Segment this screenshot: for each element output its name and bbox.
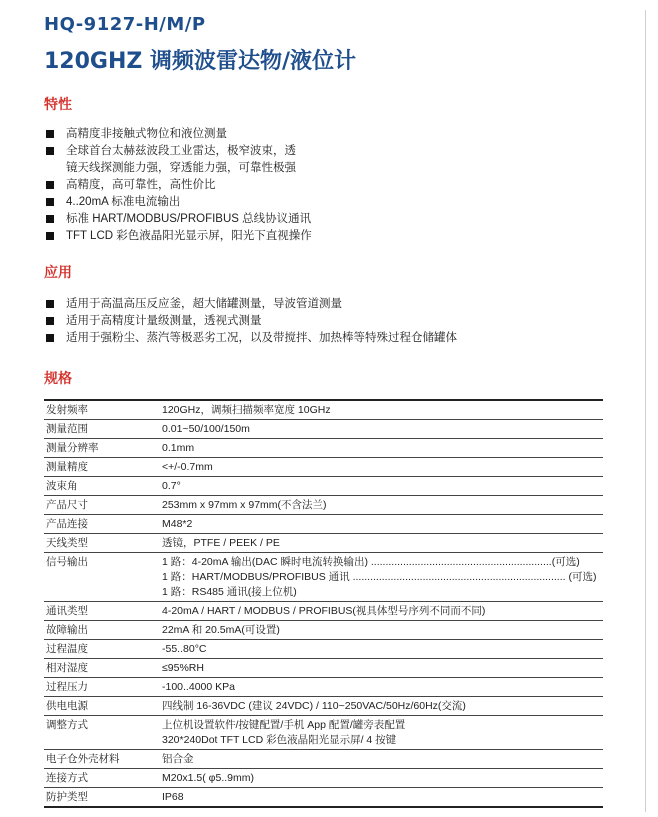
spec-value-line: 铝合金 [162,753,194,765]
spec-row [44,553,603,602]
spec-value-line: 四线制 16-36VDC (建议 24VDC) / 110~250VAC/50Hz/60Hz(交流) [162,700,466,712]
spec-value-line: 22mA 和 20.5mA(可设置) [162,624,280,636]
spec-label: 供电电源 [44,697,160,716]
spec-row [44,515,603,534]
spec-label: 防护类型 [44,788,160,808]
spec-row [44,769,603,788]
spec-label: 过程温度 [44,640,160,659]
spec-label: 相对湿度 [44,659,160,678]
spec-value-line: 1 路：HART/MODBUS/PROFIBUS 通讯 ......................................................................... (可选) [162,571,597,583]
spec-row [44,697,603,716]
bullet-item [44,143,312,177]
bullet-item [44,194,312,211]
spec-row [44,678,603,697]
spec-label: 天线类型 [44,534,160,553]
bullet-text: 镜天线探测能力强，穿透能力强，可靠性极强 [66,162,296,174]
spec-value [160,496,603,515]
spec-value-line: <+/-0.7mm [162,461,213,473]
spec-value-line: 1 路：RS485 通讯(接上位机) [162,586,297,598]
bullet-text: 高精度非接触式物位和液位测量 [66,128,227,140]
spec-value [160,697,603,716]
bullet-item [44,296,457,313]
spec-value [160,400,603,420]
spec-value [160,640,603,659]
bullet-square-icon [46,181,54,189]
applications-list [44,296,457,347]
spec-value-line: IP68 [162,791,184,803]
spec-value-line: 0.7° [162,480,181,492]
spec-row [44,534,603,553]
spec-label: 通讯类型 [44,602,160,621]
spec-value-line: 上位机设置软件/按键配置/手机 App 配置/罐旁表配置 [162,719,406,731]
spec-value-line: 0.01~50/100/150m [162,423,250,435]
bullet-square-icon [46,198,54,206]
bullet-text: 4..20mA 标准电流输出 [66,196,181,208]
spec-row [44,458,603,477]
spec-row [44,716,603,750]
bullet-item [44,313,457,330]
bullet-text: 高精度，高可靠性，高性价比 [66,179,216,191]
bullet-square-icon [46,334,54,342]
spec-value-line: ≤95%RH [162,662,204,674]
bullet-square-icon [46,130,54,138]
spec-value-line: -55..80°C [162,643,207,655]
bullet-square-icon [46,300,54,308]
bullet-square-icon [46,232,54,240]
spec-value [160,477,603,496]
model-number: HQ-9127-H/M/P [44,14,206,35]
bullet-text: TFT LCD 彩色液晶阳光显示屏，阳光下直视操作 [66,230,312,242]
spec-row [44,439,603,458]
spec-row [44,496,603,515]
spec-value [160,769,603,788]
spec-value-line: -100..4000 KPa [162,681,235,693]
spec-label: 测量分辨率 [44,439,160,458]
spec-value-line: M48*2 [162,518,193,530]
features-heading: 特性 [44,96,72,112]
spec-value [160,678,603,697]
spec-value-line: M20x1.5( φ5..9mm) [162,772,254,784]
spec-value [160,602,603,621]
bullet-item [44,126,312,143]
spec-label: 故障输出 [44,621,160,640]
spec-label: 发射频率 [44,400,160,420]
bullet-text: 适用于高温高压反应釜，超大储罐测量，导波管道测量 [66,298,342,310]
spec-value-line: 1 路：4-20mA 输出(DAC 瞬时电流转换输出) ..............................................................(可选) [162,556,580,568]
spec-value [160,659,603,678]
spec-row [44,621,603,640]
spec-value-line: 透镜，PTFE / PEEK / PE [162,537,280,549]
spec-value [160,420,603,439]
spec-row [44,602,603,621]
specs-heading: 规格 [44,370,72,386]
spec-value [160,553,603,602]
spec-value-line: 0.1mm [162,442,195,454]
applications-heading: 应用 [44,264,72,280]
spec-label: 过程压力 [44,678,160,697]
spec-label: 连接方式 [44,769,160,788]
spec-value [160,750,603,769]
spec-value [160,458,603,477]
bullet-item [44,177,312,194]
spec-value [160,621,603,640]
bullet-item [44,330,457,347]
spec-table [44,399,603,808]
spec-label: 信号输出 [44,553,160,602]
spec-row [44,420,603,439]
spec-label: 波束角 [44,477,160,496]
spec-label: 调整方式 [44,716,160,750]
spec-label: 测量范围 [44,420,160,439]
spec-label: 产品连接 [44,515,160,534]
spec-row [44,750,603,769]
bullet-text: 适用于高精度计量级测量，透视式测量 [66,315,262,327]
spec-row [44,659,603,678]
spec-value-line: 120GHz，调频扫描频率宽度 10GHz [162,404,331,416]
bullet-text: 标准 HART/MODBUS/PROFIBUS 总线协议通讯 [66,213,312,225]
bullet-square-icon [46,215,54,223]
spec-row [44,400,603,420]
spec-label: 测量精度 [44,458,160,477]
spec-value [160,716,603,750]
spec-value-line: 320*240Dot TFT LCD 彩色液晶阳光显示屏/ 4 按键 [162,734,397,746]
spec-value-line: 4-20mA / HART / MODBUS / PROFIBUS(视具体型号序列不同而不同) [162,605,486,617]
product-title: 120GHZ 调频波雷达物/液位计 [44,49,357,74]
bullet-item [44,211,312,228]
spec-value [160,788,603,808]
bullet-item [44,228,312,245]
bullet-text: 全球首台太赫兹波段工业雷达，极窄波束，透 [66,145,296,157]
spec-value [160,439,603,458]
spec-row [44,640,603,659]
features-list [44,126,312,245]
spec-value [160,534,603,553]
spec-value [160,515,603,534]
spec-row [44,788,603,808]
page-border [645,10,646,812]
spec-row [44,477,603,496]
spec-value-line: 253mm x 97mm x 97mm(不含法兰) [162,499,327,511]
spec-label: 产品尺寸 [44,496,160,515]
bullet-square-icon [46,147,54,155]
spec-label: 电子仓外壳材料 [44,750,160,769]
bullet-square-icon [46,317,54,325]
bullet-text: 适用于强粉尘、蒸汽等极恶劣工况，以及带搅拌、加热棒等特殊过程仓储罐体 [66,332,457,344]
